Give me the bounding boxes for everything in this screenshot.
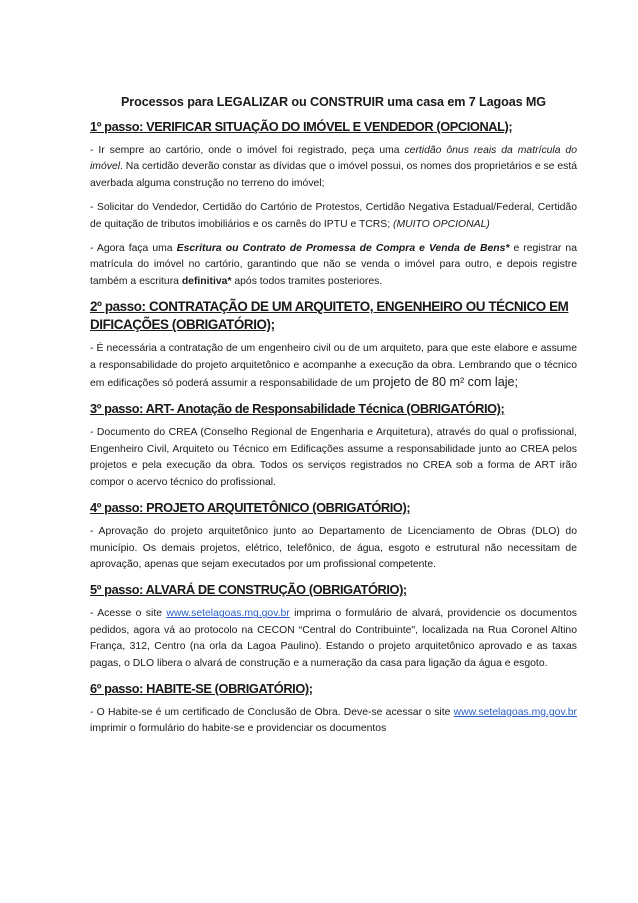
step2-paragraph-1 [90,341,577,392]
step1-paragraph-3 [90,241,577,290]
step5-heading: 5º passo: ALVARÁ DE CONSTRUÇÃO (OBRIGATÓRIO); [90,582,407,598]
text-run: imprimir o formulário do habite-se e providenciar os documentos [90,723,387,735]
text-run: - Acesse o site [90,608,167,620]
text-run: imprima o formulário de alvará, providencie os documentos pedidos, agora vá ao protocolo na CECON “Central do Contribuinte", localizada na Rua Coronel Altino França, 312, Centro (na orla da Lagoa Paulino). Estando o projeto arquitetônico aprovado e as taxas pagas, o DLO libera o alvará de construção e a numeração da casa para ligação da água e esgoto. [90,608,577,669]
step6-heading: 6º passo: HABITE-SE (OBRIGATÓRIO); [90,680,313,696]
step5-paragraph-1 [90,606,577,672]
text-run: - É necessária a contratação de um engenheiro civil ou de um arquiteto, para que este elabore e assume a responsabilidade do projeto arquitetônico e acompanhe a execução da obra. Lembrando que o técnico em edificações só poderá assumir a responsabilidade de um [90,343,577,390]
document-page [90,95,577,744]
step1-heading: 1º passo: VERIFICAR SITUAÇÃO DO IMÓVEL E VENDEDOR (OPCIONAL); [90,119,513,134]
site-link[interactable]: www.setelagoas.mg.gov.br [166,608,290,620]
step3-paragraph-1: - Documento do CREA (Conselho Regional de Engenharia e Arquitetura), através do qual o profissional, Engenheiro Civil, Arquiteto ou Técnico em Edificações assume a responsabilidade junto ao CREA pelos projetos e pela execução da obra. Todos os serviços registrados no CREA sob a forma de ART irão compor o acervo técnico do profissional. [90,427,577,488]
italic-run: certidão ônus reais da matrícula do imóvel [90,145,577,173]
bold-run: definitiva* [181,275,232,287]
text-run: - Solicitar do Vendedor, Certidão do Cartório de Protestos, Certidão Negativa Estadual/Federal, Certidão de quitação de tributos imobiliários e os carnês do IPTU e TCRS; [90,202,577,230]
bold-italic-run: Escritura ou Contrato de Promessa de Compra e Venda de Bens* [176,243,510,255]
text-run: após todos tramites posteriores. [231,275,383,287]
text-run: e registrar na matrícula do imóvel no cartório, garantindo que não se venda o imóvel para outro, e depois registre também a escritura [90,243,577,287]
step4-paragraph-1: - Aprovação do projeto arquitetônico junto ao Departamento de Licenciamento de Obras (DLO) do município. Os demais projetos, elétrico, telefônico, de água, esgoto e estrutural não necessitam de aprovação, apenas que sejam executados por um profissional competente. [90,526,577,570]
step1-paragraph-1 [90,143,577,192]
site-link[interactable]: www.setelagoas.mg.gov.br [453,706,577,718]
italic-run: (MUITO OPCIONAL) [393,218,490,230]
text-run: . Na certidão deverão constar as dívidas que o imóvel possui, os nomes dos proprietários e se está averbada alguma construção no terreno do imóvel; [90,161,577,189]
step2-heading: 2º passo: CONTRATAÇÃO DE UM ARQUITETO, ENGENHEIRO OU TÉCNICO EM DIFICAÇÕES (OBRIGATÓRIO); [90,299,569,333]
large-text-run: projeto de 80 m² com laje; [372,375,519,390]
step3-heading: 3º passo: ART- Anotação de Responsabilidade Técnica (OBRIGATÓRIO); [90,401,505,417]
document-title: Processos para LEGALIZAR ou CONSTRUIR uma casa em 7 Lagoas MG [121,95,546,109]
text-run: - Ir sempre ao cartório, onde o imóvel foi registrado, peça uma [90,145,405,156]
text-run: - O Habite-se é um certificado de Conclusão de Obra. Deve-se acessar o site [90,706,454,718]
step6-paragraph-1 [90,705,577,738]
text-run: - Agora faça uma [90,243,177,255]
step4-heading: 4º passo: PROJETO ARQUITETÔNICO (OBRIGATÓRIO); [90,500,411,516]
step1-paragraph-2 [90,200,577,233]
